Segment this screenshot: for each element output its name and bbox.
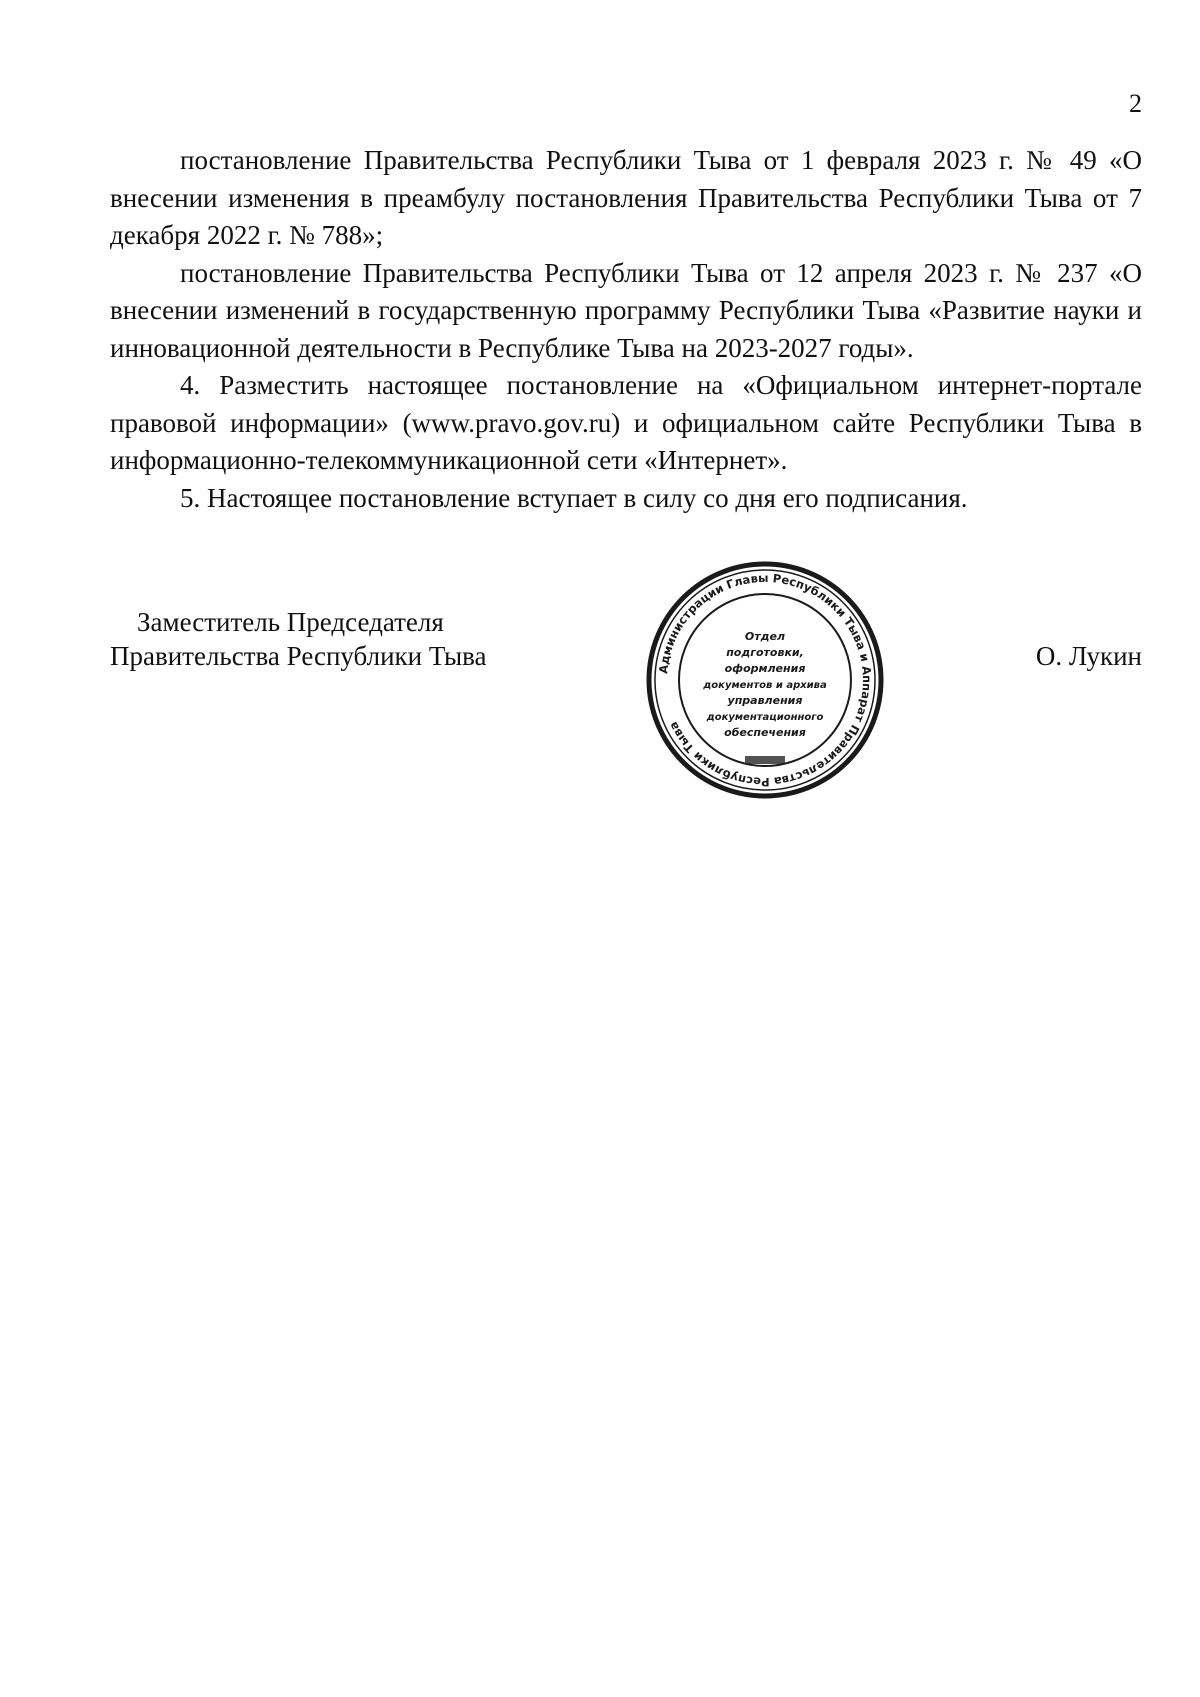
seal-center-line-1: Отдел xyxy=(744,630,786,643)
seal-center-line-5: управления xyxy=(727,694,803,707)
seal-number-smudge xyxy=(745,756,785,764)
paragraph-item-4-publication: 4. Разместить настоящее постановление на «Официальном интернет-портале правовой информации» (www.pravo.gov.ru) и официальном сайте Республики Тыва в информационно-телекоммуникационной сети «Интернет». xyxy=(110,370,1142,475)
document-body xyxy=(110,142,1142,517)
seal-ring-text: Администрации Главы Республики Тыва и Аппарат Правительства Республики Тыва xyxy=(656,570,875,790)
paragraph-item-5-entry-into-force: 5. Настоящее постановление вступает в силу со дня его подписания. xyxy=(180,482,968,513)
seal-center-text xyxy=(702,630,827,739)
seal-center-line-3: оформления xyxy=(724,662,806,675)
signatory-name: О. Лукин xyxy=(1035,641,1142,671)
page-number: 2 xyxy=(1129,89,1142,118)
seal-center-line-6: документационного xyxy=(706,712,824,723)
seal-center-line-2: подготовки, xyxy=(726,646,804,659)
paragraph-repealed-resolution-237: постановление Правительства Республики Тыва от 12 апреля 2023 г. № 237 «О внесении изменений в государственную программу Республики Тыва «Развитие науки и инновационной деятельности в Республике Тыва на 2023-2027 годы». xyxy=(110,257,1142,363)
paragraph-repealed-resolution-49: постановление Правительства Республики Тыва от 1 февраля 2023 г. № 49 «О внесении изменения в преамбулу постановления Правительства Республики Тыва от 7 декабря 2022 г. № 788»; xyxy=(110,145,1142,250)
seal-center-line-7: обеспечения xyxy=(724,726,806,739)
signatory-position-line-1: Заместитель Председателя xyxy=(137,607,444,637)
signatory-position-line-2: Правительства Республики Тыва xyxy=(110,641,487,671)
signatory-position xyxy=(110,605,487,673)
official-seal-stamp xyxy=(645,560,885,800)
seal-center-line-4: документов и архива xyxy=(703,680,827,691)
